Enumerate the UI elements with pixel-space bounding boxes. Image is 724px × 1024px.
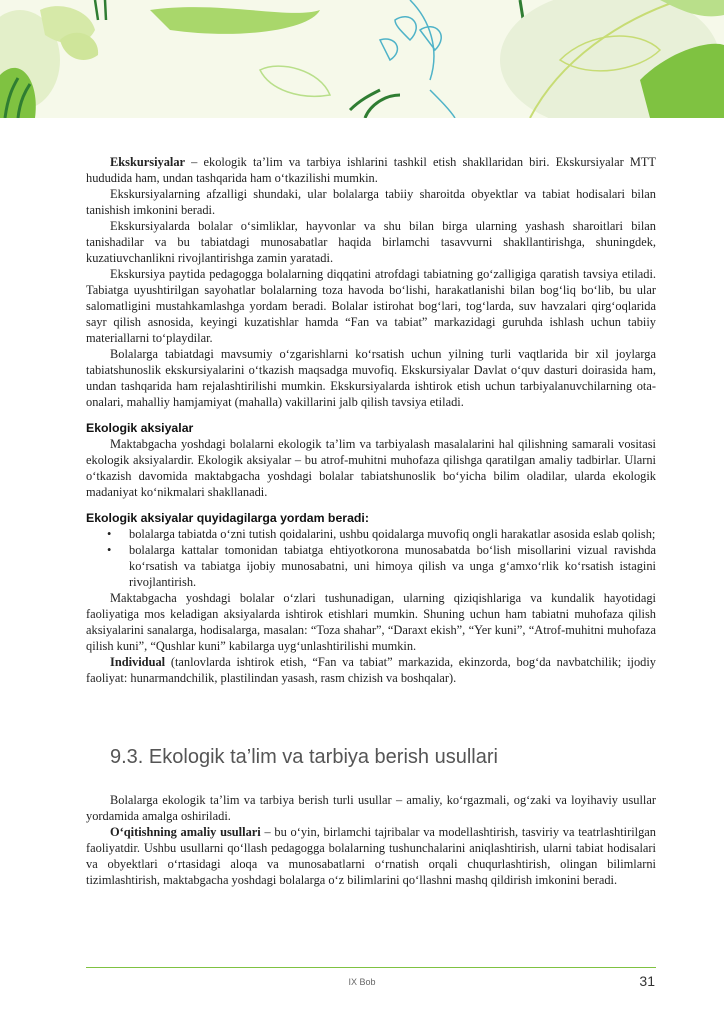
- list-item: [86, 542, 656, 590]
- bullet-icon: •: [107, 527, 112, 541]
- footer-chapter: IX Bob: [348, 977, 376, 987]
- paragraph: Ekskursiyalarning afzalligi shundaki, ular bolalarga tabiiy sharoitda obyektlar va tabiat hodisalari bilan tanishish imkonini beradi.: [86, 187, 656, 217]
- page-number: 31: [639, 973, 655, 989]
- dark-sprig-top: [95, 0, 106, 20]
- paragraph: Bolalarga ekologik ta’lim va tarbiya berish turli usullar – amaliy, ko‘rgazmali, og‘zaki va loyihaviy usullar yordamida amalga oshiriladi.: [86, 793, 656, 823]
- green-leaf-top: [150, 7, 320, 34]
- term-ekskursiyalar: Ekskursiyalar: [110, 155, 186, 169]
- footer-divider: [86, 967, 656, 968]
- bullet-icon: •: [107, 543, 112, 557]
- heading-ekologik-aksiyalar: Ekologik aksiyalar: [86, 421, 194, 435]
- paragraph: Maktabgacha yoshdagi bolalar o‘zlari tushunadigan, ularning qiziqishlariga va kundalik hayotidagi faoliyatiga mos keladigan aksiyalarda ishtirok etishlari mumkin. Shuning uchun ham tabiatni muhofaza qilish aksiyalarini sanalarga, hodisalarga, masalan: “Toza shahar”, “Daraxt ekish”, “Yer kuni”, “Atrof-muhitni muhofaza qilish kuni”, “Qushlar kuni” kabilarga uyg‘unlashtirilishi mumkin.: [86, 591, 656, 653]
- body-text: [86, 154, 656, 686]
- yellow-leaf-2: [60, 33, 98, 60]
- term-amaliy-usullar: O‘qitishning amaliy usullari: [110, 825, 261, 839]
- paragraph-ekskursiyalar: [86, 154, 656, 186]
- dark-sprig-center: [350, 90, 400, 118]
- list-item-text: bolalarga kattalar tomonidan tabiatga ehtiyotkorona munosabatda bo‘lish misollarini vizual ravishda ko‘rsatish va tabiatga ijobiy munosabatni, uni himoya qilish va unga g‘amxo‘rlik ko‘rsatish istagini rivojlantirish.: [129, 543, 656, 589]
- teal-stem: [410, 0, 434, 80]
- paragraph: Maktabgacha yoshdagi bolalarni ekologik ta’lim va tarbiyalash masalalarini hal qilishning samarali vositasi ekologik aksiyalardir. Ekologik aksiyalar – bu atrof-muhitni muhofaza qilishga qaratilgan amaliy tadbirlar. Ularni o‘tkazish davomida maktabgacha yoshdagi bolalar tabiatshunoslik bo‘yicha bilim oladilar, ularda ekologik madaniyat ko‘nikmalari shakllanadi.: [86, 437, 656, 499]
- paragraph-text: – bu o‘yin, birlamchi tajribalar va modellashtirish, tasviriy va teatrlashtirilgan faoliyatdir. Ushbu usullarni qo‘llash pedagogga bolalarning tushunchalarini aniqlashtirish, ularni tabiat hodisalari va obyektlari o‘rtasidagi aloqa va munosabatlarni o‘rnatish orqali chuqurlashtirish, olingan bilimlarni tizimlashtirish, maktabgacha yoshdagi bolalarga o‘z bilimlarini qo‘llashni mashq qildirish imkonini beradi.: [86, 825, 656, 887]
- paragraph-individual: [86, 654, 656, 686]
- spacer: [86, 500, 656, 510]
- decorative-leaves-banner: [0, 0, 724, 118]
- paragraph: Ekskursiya paytida pedagogga bolalarning diqqatini atrofdagi tabiatning go‘zalligiga qaratish tavsiya etiladi. Tabiatga uyushtirilgan sayohatlar bolalarning toza havoda bo‘lishi, harakatlanishi bilan bog‘liq bo‘lib, bu ular salomatligini mustahkamlashga yordam beradi. Bolalar istirohat bog‘lari, tog‘larda, suv havzalari qirg‘oqlarida sayr qilish asnosida, keyingi kuzatishlar hamda “Fan va tabiat” markazidagi guruhda ishlash uchun tabiiy materiallarni to‘playdilar.: [86, 267, 656, 345]
- body-text-section: [86, 792, 656, 888]
- leaves-illustration: [0, 0, 724, 118]
- paragraph: Ekskursiyalarda bolalar o‘simliklar, hayvonlar va shu bilan birga ularning yashash sharoitlari bilan tanishadilar va bu tabiatdagi munosabatlar haqida birlamchi tasavvurni shakllantirishga, shuningdek, kuzatiuvchanlikni rivojlantirishga zamin yaratadi.: [86, 219, 656, 265]
- section-title: 9.3. Ekologik ta’lim va tarbiya berish usullari: [110, 746, 498, 768]
- heading-aksiyalar-yordam: Ekologik aksiyalar quyidagilarga yordam beradi:: [86, 511, 369, 525]
- paragraph-text: (tanlovlarda ishtirok etish, “Fan va tabiat” markazida, ekinzorda, bog‘da navbatchilik; ijodiy faoliyat: hunarmandchilik, plastilindan yasash, rasm chizish va boshqalar).: [86, 655, 656, 685]
- outline-leaf-center: [260, 66, 330, 96]
- list-item: [86, 526, 656, 542]
- paragraph-text: – ekologik ta’lim va tarbiya ishlarini tashkil etish shakllaridan biri. Ekskursiyalar MTT hududida ham, undan tashqarida ham o‘tkazilishi mumkin.: [86, 155, 656, 185]
- paragraph: Bolalarga tabiatdagi mavsumiy o‘zgarishlarni ko‘rsatish uchun yilning turli vaqtlarida bir xil joylarga tabiatshunoslik ekskursiyalarini o‘tkazish maqsadga muvofiq. Ekskursiyalar Davlat o‘quv dasturi doirasida ham, undan tashqarida ham rejalashtirilishi mumkin. Ekskursiyalarda ishtirok etish uchun tarbiyalanuvchilarning ota-onalari, mahalliy hamjamiyat (mahalla) vakillarini jalb qilish tavsiya etiladi.: [86, 347, 656, 409]
- teal-stem-lower: [430, 90, 455, 118]
- paragraph-amaliy-usullar: [86, 824, 656, 888]
- spacer: [86, 410, 656, 420]
- term-individual: Individual: [110, 655, 166, 669]
- bullet-list: [86, 526, 656, 590]
- list-item-text: bolalarga tabiatda o‘zni tutish qoidalarini, ushbu qoidalarga muvofiq ongli harakatlar asosida eslab qolish;: [129, 527, 656, 541]
